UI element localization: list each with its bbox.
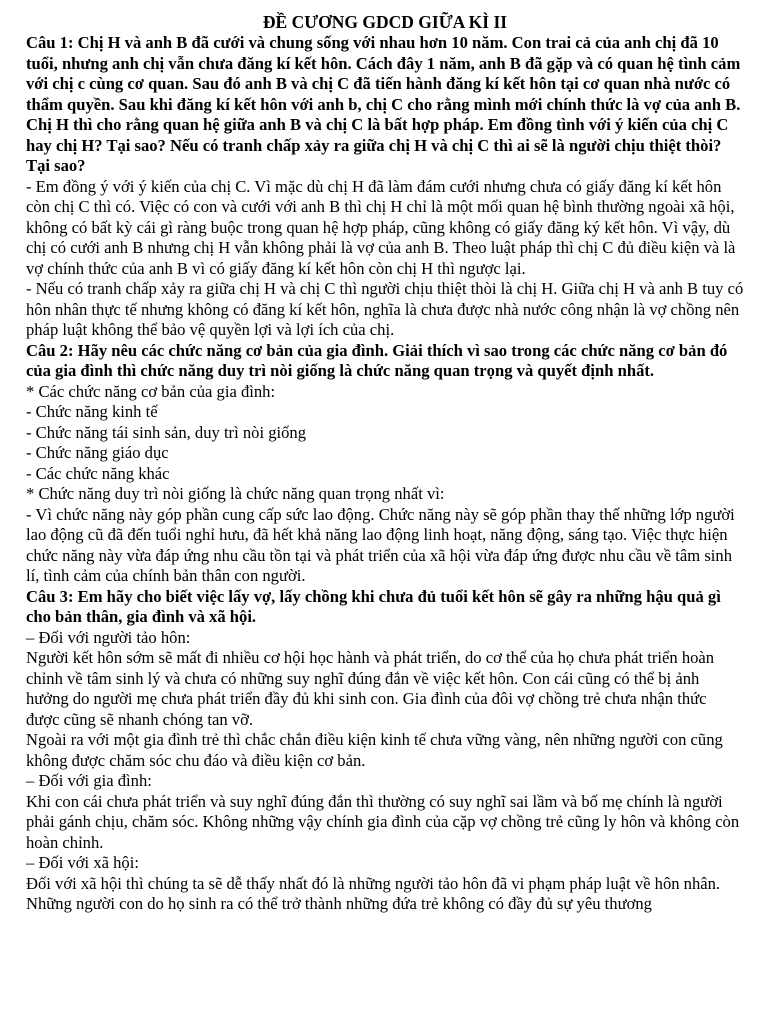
q2-item: - Chức năng tái sinh sản, duy trì nòi giống [26,422,306,442]
q2-item: - Chức năng giáo dục [26,443,169,462]
question-3: Câu 3: Em hãy cho biết việc lấy vợ, lấy chồng khi chưa đủ tuổi kết hôn sẽ gây ra những hậu quả gì cho bản thân, gia đình và xã hội. [26,586,721,626]
q2-heading-2: * Chức năng duy trì nòi giống là chức năng quan trọng nhất vì: [26,484,445,503]
q2-heading-1: * Các chức năng cơ bản của gia đình: [26,381,276,401]
q2-item: - Các chức năng khác [26,463,170,483]
q1-answer-2: - Nếu có tranh chấp xảy ra giữa chị H và chị C thì người chịu thiệt thòi là chị H. Giữa chị H và anh B tuy có hôn nhân thực tế nhưng không có đăng kí kết hôn, nghĩa là chưa được nhà nước công nhận là vợ chồng nên pháp luật không thể bảo vệ quyền lợi và lợi ích của chị. [26,279,744,339]
q3-paragraph-1: Người kết hôn sớm sẽ mất đi nhiều cơ hội học hành và phát triển, do cơ thể của họ chưa phát triển hoàn chỉnh về tâm sinh lý và chưa có những suy nghĩ đúng đắn về việc kết hôn. Con cái cũng có thể bị ảnh hưởng do người mẹ chưa phát triển đầy đủ khi sinh con. Gia đình của đôi vợ chồng trẻ chưa nhận thức được cũng sẽ nhanh chóng tan vỡ. [26,648,715,729]
document-title: ĐỀ CƯƠNG GDCD GIỮA KÌ II [262,12,508,32]
q3-subheading-family: – Đối với gia đình: [26,771,152,790]
q3-paragraph-4: Đối với xã hội thì chúng ta sẽ dễ thấy nhất đó là những người tảo hôn đã vi phạm pháp luật về hôn nhân. Những người con do họ sinh ra có thể trở thành những đứa trẻ không có đầy đủ sự yêu thương [26,873,721,913]
question-1: Câu 1: Chị H và anh B đã cưới và chung sống với nhau hơn 10 năm. Con trai cả của anh chị đã 10 tuổi, nhưng anh chị vẫn chưa đăng kí kết hôn. Cách đây 1 năm, anh B đã gặp và có quan hệ tình cảm với chị c cùng cơ quan. Sau đó anh B và chị C đã tiến hành đăng kí kết hôn tại cơ quan nhà nước có thẩm quyền. Sau khi đăng kí kết hôn với anh b, chị C cho rằng mình mới chính thức là vợ của anh B. Chị H thì cho rằng quan hệ giữa anh B và chị C là bất hợp pháp. Em đồng tình với ý kiến của chị C hay chị H? Tại sao? Nếu có tranh chấp xảy ra giữa chị H và chị C thì ai sẽ là người chịu thiệt thòi? Tại sao? [26,33,741,175]
q2-explanation: - Vì chức năng này góp phần cung cấp sức lao động. Chức năng này sẽ góp phần thay thế những lớp người lao động cũ đã đến tuổi nghỉ hưu, đã hết khả năng lao động linh hoạt, năng động, sáng tạo. Việc thực hiện chức năng này vừa đáp ứng nhu cầu tồn tại và phát triển của xã hội vừa đáp ứng được nhu cầu về tâm sinh lí, tình cảm của chính bản thân con người. [26,504,735,585]
question-2: Câu 2: Hãy nêu các chức năng cơ bản của gia đình. Giải thích vì sao trong các chức năng cơ bản đó của gia đình thì chức năng duy trì nòi giống là chức năng quan trọng và quyết định nhất. [26,340,728,380]
q3-paragraph-3: Khi con cái chưa phát triển và suy nghĩ đúng đắn thì thường có suy nghĩ sai lầm và bố mẹ chính là người phải gánh chịu, chăm sóc. Không những vậy chính gia đình của cặp vợ chồng trẻ cũng ly hôn và không còn hoàn chỉnh. [26,791,740,852]
q2-item: - Chức năng kinh tế [26,402,158,421]
q1-answer-1: - Em đồng ý với ý kiến của chị C. Vì mặc dù chị H đã làm đám cưới nhưng chưa có giấy đăng kí kết hôn còn chị C thì có. Việc có con và cưới với anh B thì chị H chỉ là một mối quan hệ bình thường ngoài xã hội, không có bất kỳ cái gì ràng buộc trong quan hệ hợp pháp, cũng không có giấy đăng ký kết hôn. Vì vậy, dù chị có cưới anh B nhưng chị H vẫn không phải là vợ của anh B. Theo luật pháp thì chị C đủ điều kiện và là vợ chính thức của anh B vì có giấy đăng kí kết hôn còn chị H thì ngược lại. [26,176,736,278]
q3-subheading-society: – Đối với xã hội: [26,853,139,872]
q3-paragraph-2: Ngoài ra với một gia đình trẻ thì chắc chắn điều kiện kinh tế chưa vững vàng, nên những người con cũng không được chăm sóc chu đáo và điều kiện cơ bản. [26,730,723,770]
q3-subheading-self: – Đối với người tảo hôn: [26,627,191,647]
